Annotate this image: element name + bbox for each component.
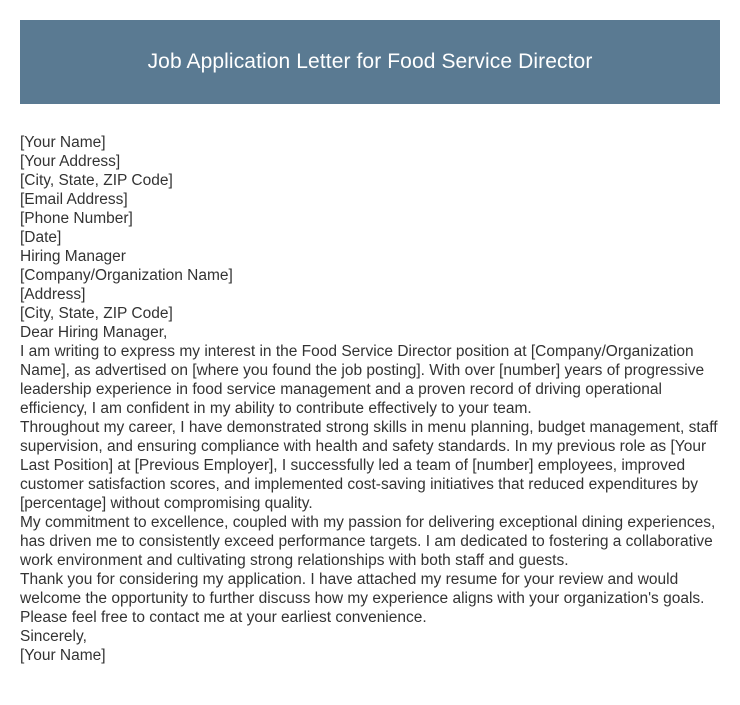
recipient-company: [Company/Organization Name] bbox=[20, 267, 233, 284]
letter-date: [Date] bbox=[20, 229, 62, 246]
salutation: Dear Hiring Manager, bbox=[20, 324, 168, 341]
sender-phone: [Phone Number] bbox=[20, 210, 133, 227]
page-title: Job Application Letter for Food Service Director bbox=[147, 50, 593, 73]
recipient-address: [Address] bbox=[20, 286, 86, 303]
recipient-title: Hiring Manager bbox=[20, 248, 126, 265]
sender-name: [Your Name] bbox=[20, 134, 106, 151]
sender-address: [Your Address] bbox=[20, 153, 121, 170]
body-paragraph-commitment: My commitment to excellence, coupled with my passion for delivering exceptional dining experiences, has driven me to consistently exceed performance targets. I am dedicated to fostering a collaborative work environment and cultivating strong relationships with both staff and guests. bbox=[20, 514, 716, 569]
closing: Sincerely, bbox=[20, 628, 87, 645]
body-paragraph-experience: Throughout my career, I have demonstrated strong skills in menu planning, budget management, staff supervision, and ensuring compliance with health and safety standards. In my previous role as [Your Last Position] at [Previous Employer], I successfully led a team of [number] employees, improved customer satisfaction scores, and implemented cost-saving initiatives that reduced expenditures by [percentage] without compromising quality. bbox=[20, 419, 718, 512]
sender-city-state-zip: [City, State, ZIP Code] bbox=[20, 172, 173, 189]
title-banner bbox=[20, 20, 720, 104]
body-paragraph-closing: Thank you for considering my application. I have attached my resume for your review and would welcome the opportunity to further discuss how my experience aligns with your organization's goals. Please feel free to contact me at your earliest convenience. bbox=[20, 571, 705, 626]
letter-body bbox=[20, 133, 722, 665]
recipient-city-state-zip: [City, State, ZIP Code] bbox=[20, 305, 173, 322]
signature: [Your Name] bbox=[20, 647, 106, 664]
sender-email: [Email Address] bbox=[20, 191, 128, 208]
body-paragraph-intro: I am writing to express my interest in the Food Service Director position at [Company/Organization Name], as advertised on [where you found the job posting]. With over [number] years of progressive leadership experience in food service management and a proven record of driving operational efficiency, I am confident in my ability to contribute effectively to your team. bbox=[20, 343, 705, 417]
